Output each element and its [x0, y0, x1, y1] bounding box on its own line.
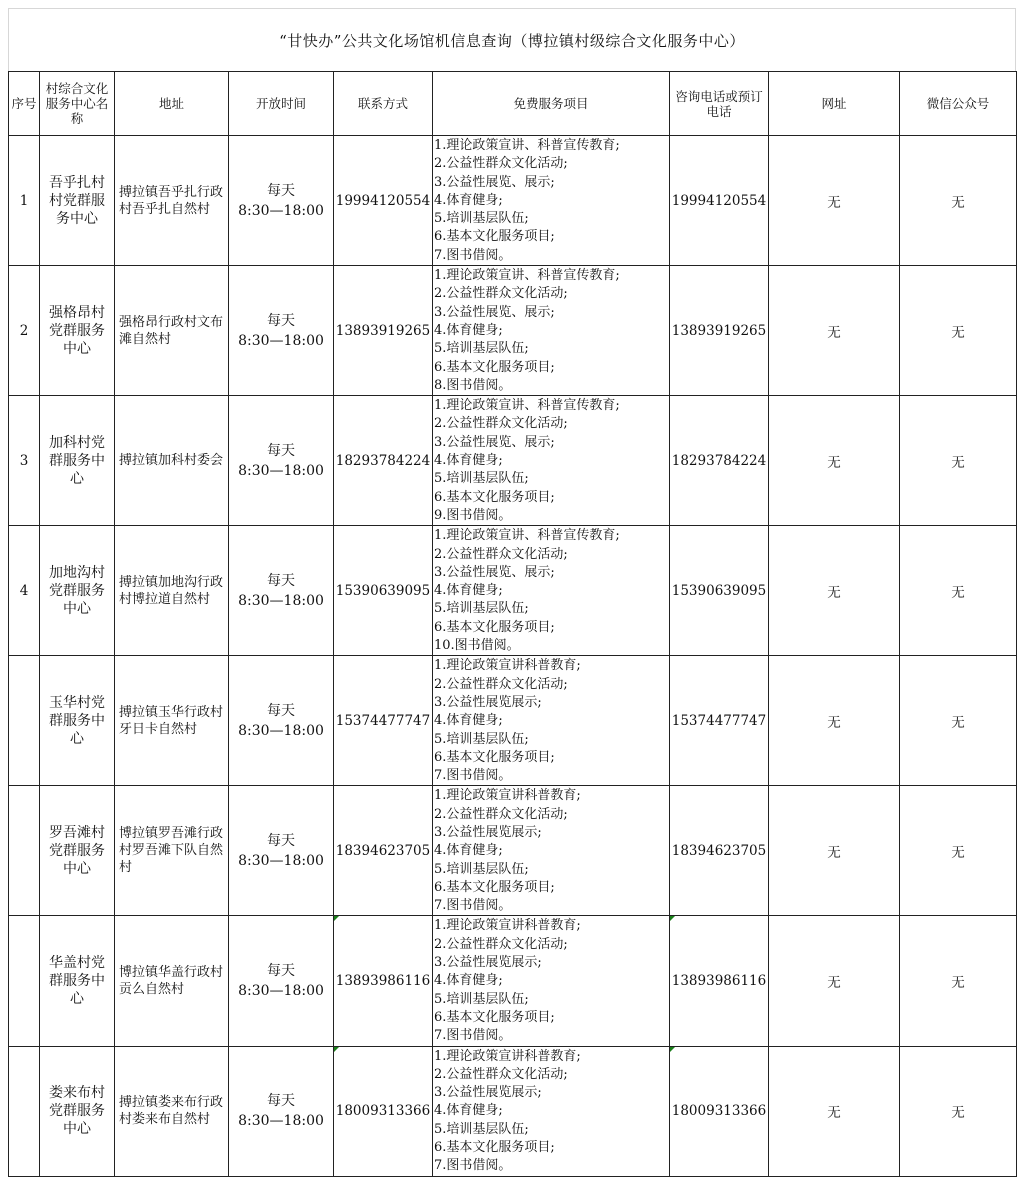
service-list: [433, 786, 670, 916]
center-address: 强格昂行政村文布滩自然村: [115, 266, 229, 396]
service-list: [433, 136, 670, 266]
spreadsheet: [8, 8, 1016, 1177]
center-name: 罗吾滩村党群服务中心: [40, 786, 115, 916]
center-name: 华盖村党群服务中心: [40, 916, 115, 1046]
contact-phone: [334, 396, 433, 526]
hotline-phone: [670, 526, 769, 656]
hotline-phone-text: 19994120554: [671, 192, 767, 209]
hours-day: 每天: [267, 832, 295, 849]
service-item: 2.公益性群众文化活动;: [434, 546, 568, 562]
wechat-value: 无: [900, 786, 1017, 916]
service-item: 4.体育健身;: [434, 192, 503, 208]
center-address: 博拉镇罗吾滩行政村罗吾滩下队自然村: [115, 786, 229, 916]
service-item: 7.图书借阅。: [434, 1028, 512, 1044]
table-row: [9, 1046, 1017, 1176]
header-services: 免费服务项目: [433, 72, 670, 136]
header-index: 序号: [9, 72, 40, 136]
wechat-value: 无: [900, 916, 1017, 1046]
row-index: [9, 786, 40, 916]
center-name: 加科村党群服务中心: [40, 396, 115, 526]
service-item: 6.基本文化服务项目;: [434, 1009, 555, 1025]
service-list: [433, 266, 670, 396]
hotline-phone-text: 18009313366: [671, 1103, 767, 1120]
contact-phone-text: 15390639095: [335, 582, 431, 599]
hours-day: 每天: [267, 442, 295, 459]
opening-hours: [229, 266, 334, 396]
table-row: [9, 916, 1017, 1046]
opening-hours: [229, 136, 334, 266]
hours-time: 8:30—18:00: [238, 332, 324, 349]
service-item: 9.图书借阅。: [434, 507, 512, 523]
hotline-phone: [670, 136, 769, 266]
service-item: 6.基本文化服务项目;: [434, 359, 555, 375]
service-item: 1.理论政策宣讲、科普宣传教育;: [434, 138, 620, 153]
service-item: 3.公益性展览、展示;: [434, 174, 555, 190]
wechat-value: 无: [900, 1046, 1017, 1176]
service-item: 3.公益性展览、展示;: [434, 434, 555, 450]
service-list: [433, 396, 670, 526]
service-item: 2.公益性群众文化活动;: [434, 416, 568, 432]
service-item: 4.体育健身;: [434, 583, 503, 599]
header-hours: 开放时间: [229, 72, 334, 136]
table-row: [9, 266, 1017, 396]
header-name: 村综合文化服务中心名称: [40, 72, 115, 136]
row-index: [9, 1046, 40, 1176]
service-item: 1.理论政策宣讲、科普宣传教育;: [434, 528, 620, 544]
hotline-phone-text: 18394623705: [671, 842, 767, 859]
contact-phone-text: 13893919265: [335, 322, 431, 339]
hotline-phone-text: 13893986116: [671, 973, 767, 989]
row-index: 1: [9, 136, 40, 266]
center-address: 搏拉镇玉华行政村牙日卡自然村: [115, 656, 229, 786]
service-list: [433, 656, 670, 786]
service-item: 2.公益性群众文化活动;: [434, 936, 568, 952]
opening-hours: [229, 786, 334, 916]
center-name: 加地沟村党群服务中心: [40, 526, 115, 656]
service-item: 5.培训基层队伍;: [434, 731, 529, 747]
row-index: 2: [9, 266, 40, 396]
hours-day: 每天: [267, 572, 295, 589]
center-address: 搏拉镇加科村委会: [115, 396, 229, 526]
service-item: 4.体育健身;: [434, 1103, 503, 1119]
service-item: 5.培训基层队伍;: [434, 1121, 529, 1137]
service-list: [433, 526, 670, 656]
hotline-phone-text: 13893919265: [671, 322, 767, 339]
service-item: 2.公益性群众文化活动;: [434, 676, 568, 692]
opening-hours: [229, 396, 334, 526]
hotline-phone: [670, 396, 769, 526]
contact-phone-text: 18394623705: [335, 842, 431, 859]
hotline-phone: [670, 266, 769, 396]
hotline-phone: [670, 916, 769, 1046]
hours-time: 8:30—18:00: [238, 592, 324, 609]
opening-hours: [229, 1046, 334, 1176]
service-item: 3.公益性展览展示;: [434, 955, 542, 971]
hours-time: 8:30—18:00: [238, 722, 324, 739]
service-item: 1.理论政策宣讲科普教育;: [434, 918, 581, 934]
hours-day: 每天: [267, 182, 295, 199]
row-index: [9, 656, 40, 786]
hours-time: 8:30—18:00: [238, 462, 324, 479]
service-item: 1.理论政策宣讲、科普宣传教育;: [434, 398, 620, 414]
wechat-value: 无: [900, 136, 1017, 266]
service-item: 6.基本文化服务项目;: [434, 229, 555, 245]
table-row: [9, 526, 1017, 656]
center-name: 玉华村党群服务中心: [40, 656, 115, 786]
service-item: 4.体育健身;: [434, 453, 503, 469]
service-item: 5.培训基层队伍;: [434, 211, 529, 227]
contact-phone-text: 18293784224: [335, 452, 431, 469]
service-item: 1.理论政策宣讲科普教育;: [434, 658, 581, 674]
service-item: 5.培训基层队伍;: [434, 341, 529, 357]
website-value: 无: [769, 786, 900, 916]
table-row: [9, 786, 1017, 916]
contact-phone-text: 19994120554: [335, 192, 431, 209]
service-item: 7.图书借阅。: [434, 1158, 512, 1174]
service-item: 4.体育健身;: [434, 713, 503, 729]
service-item: 3.公益性展览展示;: [434, 1085, 542, 1101]
service-item: 6.基本文化服务项目;: [434, 879, 555, 895]
service-item: 7.图书借阅。: [434, 768, 512, 784]
service-item: 1.理论政策宣讲科普教育;: [434, 788, 581, 804]
wechat-value: 无: [900, 266, 1017, 396]
service-item: 5.培训基层队伍;: [434, 861, 529, 877]
website-value: 无: [769, 266, 900, 396]
service-item: 3.公益性展览展示;: [434, 694, 542, 710]
cell-comment-flag: [334, 1047, 339, 1052]
website-value: 无: [769, 136, 900, 266]
contact-phone: [334, 266, 433, 396]
info-table: [8, 71, 1017, 1177]
service-item: 3.公益性展览、展示;: [434, 564, 555, 580]
wechat-value: 无: [900, 656, 1017, 786]
sheet-title: “甘快办”公共文化场馆机信息查询（博拉镇村级综合文化服务中心）: [8, 8, 1016, 71]
website-value: 无: [769, 526, 900, 656]
header-contact: 联系方式: [334, 72, 433, 136]
service-item: 2.公益性群众文化活动;: [434, 156, 568, 172]
service-list: [433, 1046, 670, 1176]
hours-time: 8:30—18:00: [238, 852, 324, 869]
hours-time: 8:30—18:00: [238, 1113, 324, 1130]
contact-phone-text: 15374477747: [335, 712, 431, 729]
wechat-value: 无: [900, 396, 1017, 526]
hours-time: 8:30—18:00: [238, 983, 324, 999]
hotline-phone: [670, 656, 769, 786]
hotline-phone: [670, 786, 769, 916]
service-list: [433, 916, 670, 1046]
contact-phone: [334, 786, 433, 916]
contact-phone: [334, 916, 433, 1046]
service-item: 2.公益性群众文化活动;: [434, 286, 568, 302]
opening-hours: [229, 526, 334, 656]
hotline-phone: [670, 1046, 769, 1176]
header-wechat: 微信公众号: [900, 72, 1017, 136]
row-index: 3: [9, 396, 40, 526]
website-value: 无: [769, 1046, 900, 1176]
center-address: 搏拉镇娄来布行政村娄来布自然村: [115, 1046, 229, 1176]
service-item: 6.基本文化服务项目;: [434, 1140, 555, 1156]
hotline-phone-text: 15390639095: [671, 582, 767, 599]
service-item: 1.理论政策宣讲、科普宣传教育;: [434, 268, 620, 284]
service-item: 5.培训基层队伍;: [434, 991, 529, 1007]
contact-phone: [334, 1046, 433, 1176]
service-item: 3.公益性展览展示;: [434, 824, 542, 840]
wechat-value: 无: [900, 526, 1017, 656]
service-item: 4.体育健身;: [434, 973, 503, 989]
service-item: 1.理论政策宣讲科普教育;: [434, 1048, 581, 1064]
service-item: 5.培训基层队伍;: [434, 471, 529, 487]
cell-comment-flag: [334, 916, 339, 921]
contact-phone: [334, 656, 433, 786]
center-name: 吾乎扎村村党群服务中心: [40, 136, 115, 266]
header-hotline: 咨询电话或预订电话: [670, 72, 769, 136]
cell-comment-flag: [670, 1047, 675, 1052]
hours-time: 8:30—18:00: [238, 202, 324, 219]
center-address: 博拉镇华盖行政村贡么自然村: [115, 916, 229, 1046]
hours-day: 每天: [267, 1093, 295, 1110]
hotline-phone-text: 15374477747: [671, 712, 767, 729]
center-name: 强格昂村党群服务中心: [40, 266, 115, 396]
header-row: [9, 72, 1017, 136]
service-item: 7.图书借阅。: [434, 898, 512, 914]
service-item: 8.图书借阅。: [434, 377, 512, 393]
row-index: 4: [9, 526, 40, 656]
cell-comment-flag: [670, 916, 675, 921]
service-item: 6.基本文化服务项目;: [434, 749, 555, 765]
center-name: 娄来布村党群服务中心: [40, 1046, 115, 1176]
opening-hours: [229, 916, 334, 1046]
service-item: 5.培训基层队伍;: [434, 601, 529, 617]
service-item: 6.基本文化服务项目;: [434, 489, 555, 505]
service-item: 7.图书借阅。: [434, 247, 512, 263]
table-row: [9, 396, 1017, 526]
center-address: 搏拉镇加地沟行政村博拉道自然村: [115, 526, 229, 656]
row-index: [9, 916, 40, 1046]
header-website: 网址: [769, 72, 900, 136]
service-item: 6.基本文化服务项目;: [434, 619, 555, 635]
service-item: 4.体育健身;: [434, 843, 503, 859]
hours-day: 每天: [267, 312, 295, 329]
contact-phone: [334, 136, 433, 266]
opening-hours: [229, 656, 334, 786]
website-value: 无: [769, 396, 900, 526]
center-address: 搏拉镇吾乎扎行政村吾乎扎自然村: [115, 136, 229, 266]
contact-phone: [334, 526, 433, 656]
contact-phone-text: 18009313366: [335, 1103, 431, 1120]
hotline-phone-text: 18293784224: [671, 452, 767, 469]
service-item: 3.公益性展览、展示;: [434, 304, 555, 320]
hours-day: 每天: [267, 702, 295, 719]
hours-day: 每天: [267, 963, 295, 979]
table-row: [9, 656, 1017, 786]
service-item: 10.图书借阅。: [434, 638, 520, 654]
table-row: [9, 136, 1017, 266]
service-item: 2.公益性群众文化活动;: [434, 806, 568, 822]
service-item: 4.体育健身;: [434, 322, 503, 338]
service-item: 2.公益性群众文化活动;: [434, 1066, 568, 1082]
website-value: 无: [769, 916, 900, 1046]
website-value: 无: [769, 656, 900, 786]
contact-phone-text: 13893986116: [335, 973, 431, 989]
header-address: 地址: [115, 72, 229, 136]
